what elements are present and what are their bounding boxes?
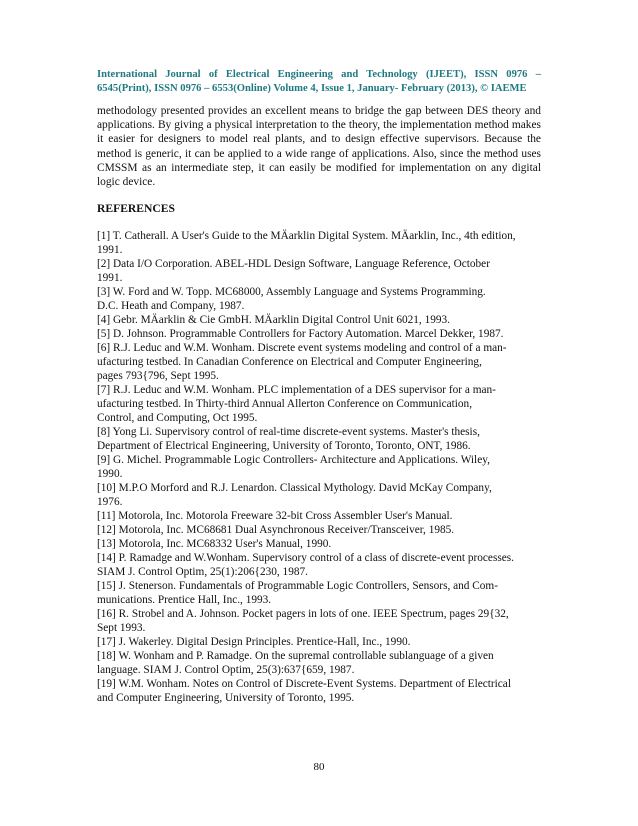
references-list	[97, 229, 543, 705]
journal-header: International Journal of Electrical Engineering and Technology (IJEET), ISSN 0976 – 6545(Print), ISSN 0976 – 6553(Online) Volume 4, Issue 1, January- February (2013), © IAEME	[97, 69, 541, 94]
reference-item: [5] D. Johnson. Programmable Controllers for Factory Automation. Marcel Dekker, 1987.	[97, 328, 504, 340]
reference-item: [6] R.J. Leduc and W.M. Wonham. Discrete event systems modeling and control of a man- ufacturing testbed. In Canadian Conference on Electrical and Computer Engineering, pages 793{796, Sept 1995.	[97, 342, 507, 382]
reference-item: [2] Data I/O Corporation. ABEL-HDL Design Software, Language Reference, October 1991.	[97, 258, 490, 284]
reference-item: [19] W.M. Wonham. Notes on Control of Discrete-Event Systems. Department of Electrical and Computer Engineering, University of Toronto, 1995.	[97, 678, 511, 704]
reference-item: [15] J. Stenerson. Fundamentals of Programmable Logic Controllers, Sensors, and Com- munications. Prentice Hall, Inc., 1993.	[97, 580, 498, 606]
reference-item: [7] R.J. Leduc and W.M. Wonham. PLC implementation of a DES supervisor for a man- ufacturing testbed. In Thirty-third Annual Allerton Conference on Communication, Control, and Computing, Oct 1995.	[97, 384, 496, 424]
reference-item: [9] G. Michel. Programmable Logic Controllers- Architecture and Applications. Wiley, 1990.	[97, 454, 490, 480]
reference-item: [10] M.P.O Morford and R.J. Lenardon. Classical Mythology. David McKay Company, 1976.	[97, 482, 492, 508]
reference-item: [8] Yong Li. Supervisory control of real-time discrete-event systems. Master's thesis, Department of Electrical Engineering, University of Toronto, Toronto, ONT, 1986.	[97, 426, 480, 452]
reference-item: [13] Motorola, Inc. MC68332 User's Manual, 1990.	[97, 538, 332, 550]
reference-item: [18] W. Wonham and P. Ramadge. On the supremal controllable sublanguage of a given language. SIAM J. Control Optim, 25(3):637{659, 1987.	[97, 650, 494, 676]
page-number: 80	[313, 761, 325, 773]
reference-item: [14] P. Ramadge and W.Wonham. Supervisory control of a class of discrete-event processes. SIAM J. Control Optim, 25(1):206{230, 1987.	[97, 552, 514, 578]
references-heading: REFERENCES	[97, 202, 175, 215]
reference-item: [3] W. Ford and W. Topp. MC68000, Assembly Language and Systems Programming. D.C. Heath and Company, 1987.	[97, 286, 486, 312]
reference-item: [17] J. Wakerley. Digital Design Principles. Prentice-Hall, Inc., 1990.	[97, 636, 411, 648]
intro-paragraph: methodology presented provides an excellent means to bridge the gap between DES theory and applications. By giving a physical interpretation to the theory, the implementation method makes it easier for designers to model real plants, and to design effective supervisors. Because the method is generic, it can be applied to a wide range of applications. Also, since the method uses CMSSM as an intermediate step, it can easily be modified for implementation on any digital logic device.	[97, 105, 541, 189]
reference-item: [4] Gebr. MÄarklin & Cie GmbH. MÄarklin Digital Control Unit 6021, 1993.	[97, 314, 450, 326]
reference-item: [11] Motorola, Inc. Motorola Freeware 32-bit Cross Assembler User's Manual.	[97, 510, 453, 522]
reference-item: [16] R. Strobel and A. Johnson. Pocket pagers in lots of one. IEEE Spectrum, pages 29{32, Sept 1993.	[97, 608, 509, 634]
reference-item: [12] Motorola, Inc. MC68681 Dual Asynchronous Receiver/Transceiver, 1985.	[97, 524, 455, 536]
reference-item: [1] T. Catherall. A User's Guide to the MÄarklin Digital System. MÄarklin, Inc., 4th edition, 1991.	[97, 230, 516, 256]
